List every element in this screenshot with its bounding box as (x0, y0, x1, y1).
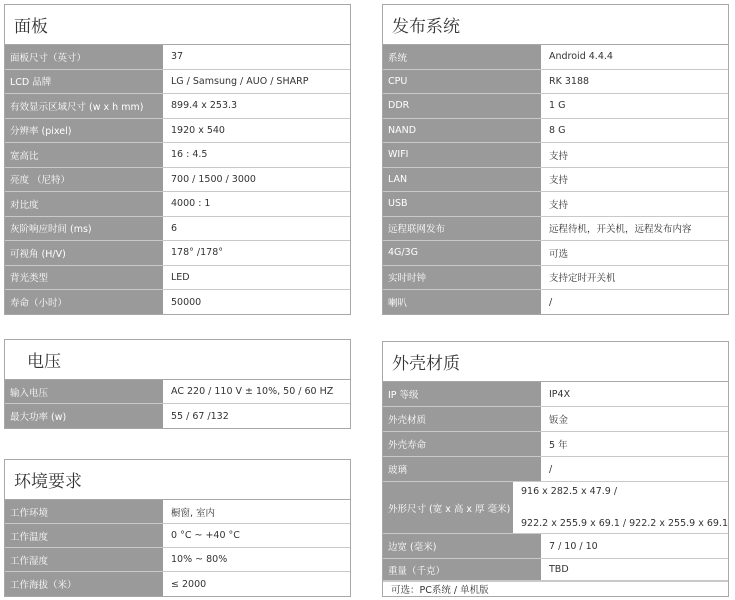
row-value: 远程待机，开关机，远程发布内容 (549, 224, 692, 236)
row-value: 55 / 67 /132 (171, 410, 229, 422)
table-row (383, 407, 728, 432)
panel-section-title: 面板 (5, 5, 350, 45)
row-label: 寿命（小时） (5, 290, 163, 314)
row-value: / (549, 296, 553, 308)
row-label: 4G/3G (383, 241, 541, 265)
table-row (5, 70, 350, 95)
table-row (383, 432, 728, 457)
row-value: Android 4.4.4 (549, 51, 613, 63)
table-row (5, 290, 350, 314)
table-row (5, 217, 350, 242)
row-label: 面板尺寸（英寸） (5, 45, 163, 69)
row-label: 工作温度 (5, 524, 163, 547)
table-row (383, 70, 728, 95)
optional-note: 可选：PC系统 / 单机版 (391, 585, 489, 596)
table-row (383, 192, 728, 217)
row-value: 4000 : 1 (171, 198, 211, 210)
row-label: LCD 品牌 (5, 70, 163, 94)
row-value: 10% ~ 80% (171, 554, 228, 565)
table-row (383, 290, 728, 314)
row-value: 1920 x 540 (171, 124, 225, 136)
row-label: 重量（千克） (383, 559, 541, 580)
row-label: WIFI (383, 143, 541, 167)
row-label: 工作环境 (5, 500, 163, 523)
dimension-line-2: 922.2 x 255.9 x 69.1 / 922.2 x 255.9 x 69.1 (521, 518, 728, 529)
table-row (5, 143, 350, 168)
table-row (5, 500, 350, 524)
row-label: 边宽 (毫米) (383, 534, 541, 558)
row-label: 最大功率 (w) (5, 404, 163, 428)
row-value: 6 (171, 222, 178, 234)
note-row (383, 581, 728, 596)
row-label: 对比度 (5, 192, 163, 216)
row-label: 有效显示区域尺寸 (w x h mm) (5, 94, 163, 118)
system-section-title: 发布系统 (383, 5, 728, 45)
row-value: 支持 (549, 150, 569, 162)
row-value: 700 / 1500 / 3000 (171, 173, 256, 185)
table-row (383, 168, 728, 193)
row-label: 远程联网发布 (383, 217, 541, 241)
table-row (5, 524, 350, 548)
table-row (5, 548, 350, 572)
table-row (5, 266, 350, 291)
table-row (5, 168, 350, 193)
table-row (383, 559, 728, 581)
table-row (383, 266, 728, 291)
row-label: 外壳材质 (383, 407, 541, 431)
dimension-line-1: 916 x 282.5 x 47.9 / (521, 486, 618, 497)
row-value: TBD (549, 564, 569, 575)
table-row (5, 119, 350, 144)
table-row (5, 572, 350, 596)
table-row (5, 404, 350, 428)
row-value: 37 (171, 51, 184, 63)
row-label: 工作湿度 (5, 548, 163, 571)
table-row (383, 241, 728, 266)
environment-rows (5, 500, 350, 596)
table-row (383, 94, 728, 119)
row-label: 实时时钟 (383, 266, 541, 290)
row-label: DDR (383, 94, 541, 118)
row-label: 亮度 （尼特） (5, 168, 163, 192)
row-value: 8 G (549, 124, 566, 136)
environment-spec-table (4, 459, 351, 597)
housing-rows (383, 382, 728, 596)
row-label: NAND (383, 119, 541, 143)
voltage-spec-table (4, 339, 351, 429)
row-value: LED (171, 271, 190, 283)
row-value: 支持 (549, 175, 569, 187)
row-label: LAN (383, 168, 541, 192)
row-value: 899.4 x 253.3 (171, 100, 238, 112)
table-row (383, 217, 728, 242)
row-value: 7 / 10 / 10 (549, 540, 598, 552)
row-value: 5 年 (549, 440, 568, 451)
row-label: 玻璃 (383, 457, 541, 481)
row-value: 支持 (549, 199, 569, 211)
row-value: LG / Samsung / AUO / SHARP (171, 75, 309, 87)
table-row (5, 192, 350, 217)
voltage-section-title: 电压 (5, 340, 350, 380)
voltage-rows (5, 380, 350, 428)
row-label: 喇叭 (383, 290, 541, 314)
row-value: 0 °C ~ +40 °C (171, 530, 240, 541)
row-value: 1 G (549, 100, 566, 112)
row-label: 灰阶响应时间 (ms) (5, 217, 163, 241)
row-label: USB (383, 192, 541, 216)
table-row (383, 119, 728, 144)
table-row (383, 482, 728, 534)
system-rows (383, 45, 728, 314)
row-value: 16 : 4.5 (171, 149, 208, 161)
housing-spec-table (382, 341, 729, 597)
table-row (5, 94, 350, 119)
row-label: 输入电压 (5, 380, 163, 403)
row-label: 宽高比 (5, 143, 163, 167)
row-label: 背光类型 (5, 266, 163, 290)
row-value: 支持定时开关机 (549, 273, 616, 285)
row-label: IP 等级 (383, 382, 541, 406)
table-row (5, 45, 350, 70)
row-label: 分辨率 (pixel) (5, 119, 163, 143)
row-value: AC 220 / 110 V ± 10%, 50 / 60 HZ (171, 386, 334, 397)
row-value: 178° /178° (171, 247, 223, 259)
row-value: 可选 (549, 248, 569, 260)
row-value: ≤ 2000 (171, 578, 207, 590)
row-value: 橱窗, 室内 (171, 507, 216, 519)
row-label: 系统 (383, 45, 541, 69)
environment-section-title: 环境要求 (5, 460, 350, 500)
row-label: 可视角 (H/V) (5, 241, 163, 265)
row-label: 外壳寿命 (383, 432, 541, 456)
panel-spec-table (4, 4, 351, 315)
table-row (383, 382, 728, 407)
row-value: 50000 (171, 296, 202, 308)
row-label: 工作海拔（米） (5, 572, 163, 596)
panel-rows (5, 45, 350, 314)
row-value: RK 3188 (549, 75, 590, 87)
table-row (5, 241, 350, 266)
row-value: 钣金 (549, 415, 569, 426)
system-spec-table (382, 4, 729, 315)
row-label: 外形尺寸 (宽 x 高 x 厚 毫米) (383, 482, 513, 533)
table-row (383, 457, 728, 482)
table-row (383, 143, 728, 168)
row-value: IP4X (549, 388, 571, 400)
row-value (513, 482, 728, 533)
table-row (383, 534, 728, 559)
row-label: CPU (383, 70, 541, 94)
table-row (5, 380, 350, 404)
housing-section-title: 外壳材质 (383, 342, 728, 382)
row-value: / (549, 463, 553, 475)
table-row (383, 45, 728, 70)
